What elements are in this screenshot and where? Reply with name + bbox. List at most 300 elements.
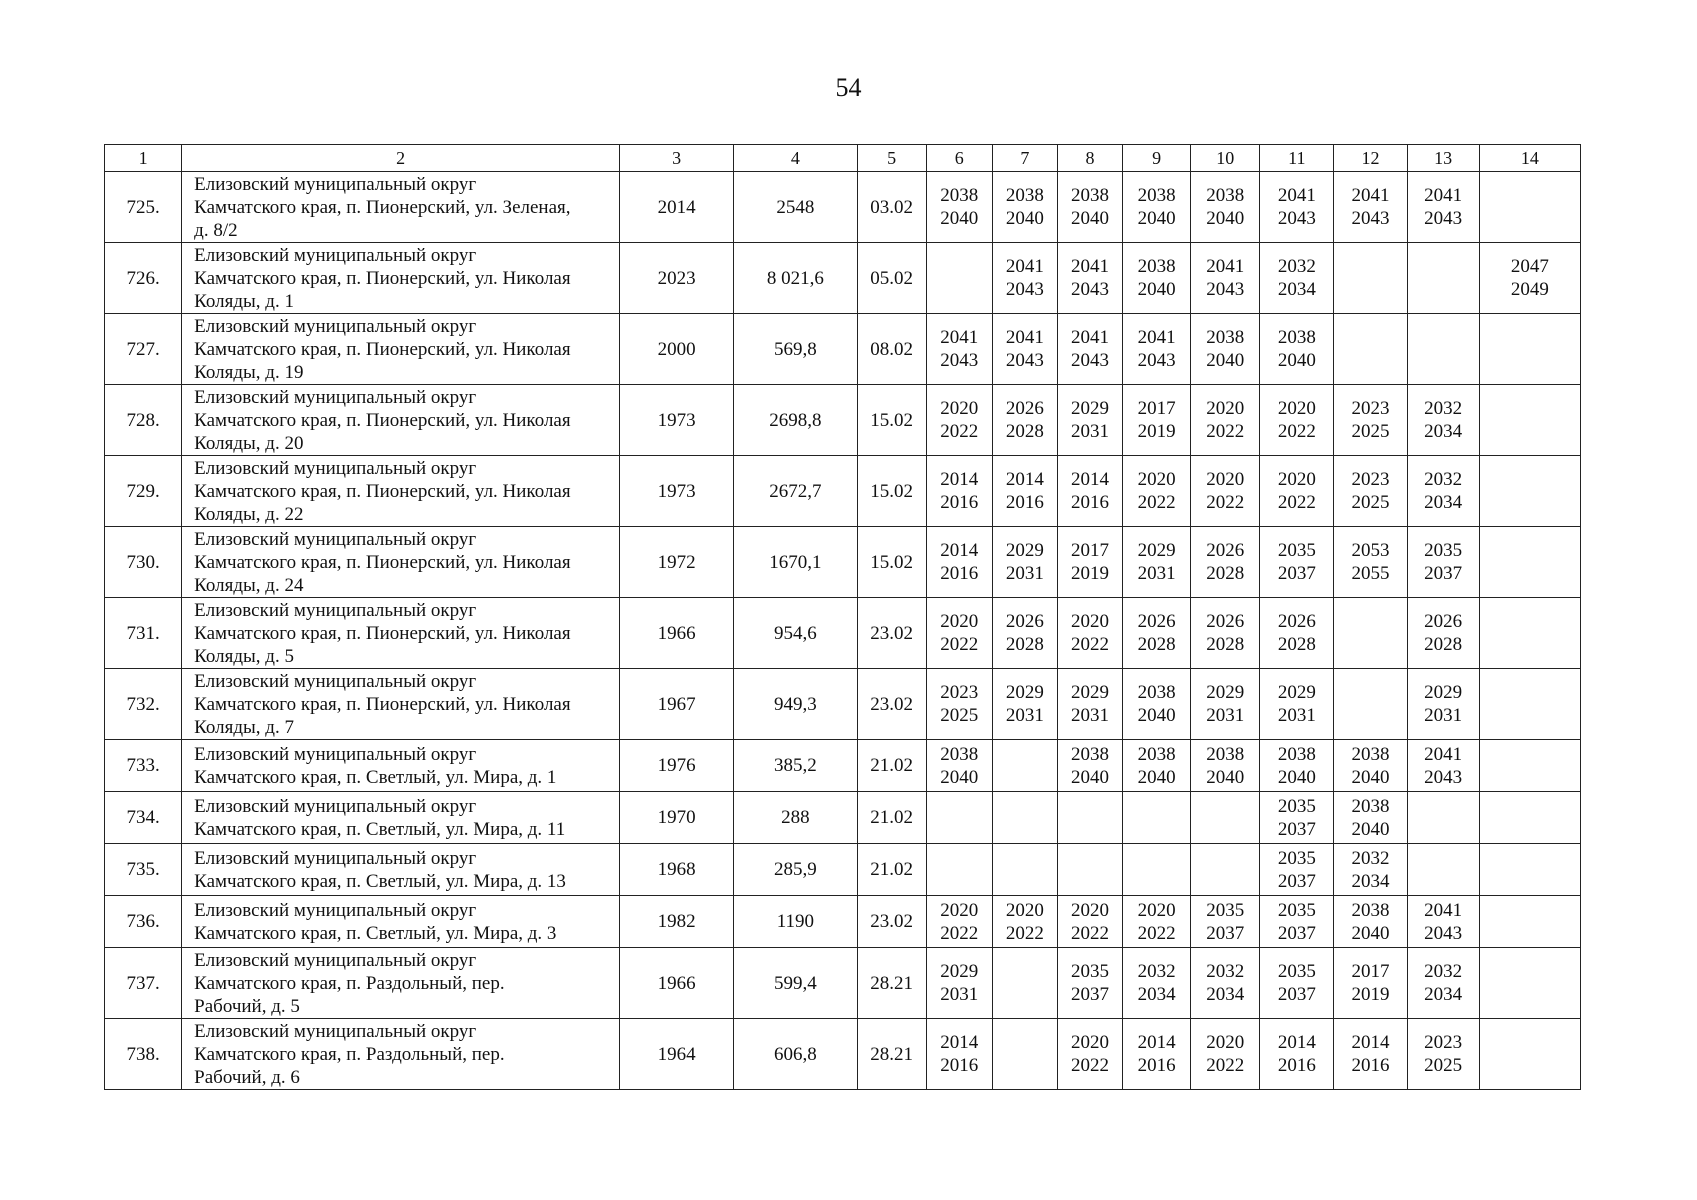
period-year: 2032 xyxy=(1351,847,1390,869)
column-header-5: 5 xyxy=(857,145,926,172)
period-cell-col-7 xyxy=(992,456,1057,527)
period-cell-col-10 xyxy=(1191,844,1260,896)
period-year: 2038 xyxy=(1277,743,1316,765)
address-line: Коляды, д. 19 xyxy=(194,361,304,383)
period-year: 2038 xyxy=(1277,327,1316,348)
period-year: 2041 xyxy=(940,327,979,348)
period-cell-col-9 xyxy=(1123,598,1191,669)
period-year: 2043 xyxy=(1137,350,1176,371)
period-year: 2016 xyxy=(940,563,979,584)
period-cell-col-11 xyxy=(1260,948,1334,1019)
address-line: Елизовский муниципальный округ xyxy=(194,457,477,479)
period-year: 2022 xyxy=(1070,634,1109,655)
period-cell-col-6 xyxy=(926,896,992,948)
address-cell xyxy=(182,844,620,896)
table-row xyxy=(105,669,1581,740)
data-table xyxy=(104,144,1581,1090)
period-cell-col-7 xyxy=(992,243,1057,314)
period-year: 2038 xyxy=(1351,899,1390,921)
address-line: Елизовский муниципальный округ xyxy=(194,847,477,869)
period-cell-col-6 xyxy=(926,844,992,896)
period-year: 2038 xyxy=(1206,327,1245,348)
period-year: 2053 xyxy=(1351,540,1390,561)
period-cell-col-12 xyxy=(1334,598,1407,669)
table-row xyxy=(105,527,1581,598)
table-row xyxy=(105,792,1581,844)
period-year: 2028 xyxy=(1005,634,1044,655)
address-line: Елизовский муниципальный округ xyxy=(194,743,477,765)
period-cell-col-11 xyxy=(1260,1019,1334,1090)
period-year: 2022 xyxy=(940,922,979,944)
period-year: 2028 xyxy=(1137,634,1176,655)
row-number-cell: 725. xyxy=(105,172,182,243)
period-year: 2043 xyxy=(1070,350,1109,371)
period-cell-col-12 xyxy=(1334,385,1407,456)
period-cell-col-6 xyxy=(926,669,992,740)
code-cell: 21.02 xyxy=(857,740,926,792)
period-year: 2020 xyxy=(1206,469,1245,490)
period-cell-col-14 xyxy=(1479,385,1580,456)
period-cell-col-14 xyxy=(1479,598,1580,669)
period-year: 2029 xyxy=(1424,682,1463,703)
year-cell: 1966 xyxy=(620,948,734,1019)
address-cell xyxy=(182,456,620,527)
period-year: 2035 xyxy=(1070,961,1109,982)
area-cell: 2698,8 xyxy=(734,385,857,456)
period-year: 2016 xyxy=(1070,492,1109,513)
period-year: 2037 xyxy=(1277,818,1316,840)
row-number-cell: 738. xyxy=(105,1019,182,1090)
period-cell-col-8 xyxy=(1057,669,1122,740)
address-cell xyxy=(182,598,620,669)
period-cell-col-13 xyxy=(1407,172,1479,243)
period-cell-col-11 xyxy=(1260,172,1334,243)
address-line: Елизовский муниципальный округ xyxy=(194,599,477,621)
period-year: 2040 xyxy=(1351,922,1390,944)
period-year: 2020 xyxy=(1070,611,1109,632)
period-year: 2035 xyxy=(1277,961,1316,982)
year-cell: 1968 xyxy=(620,844,734,896)
period-year: 2038 xyxy=(1351,743,1390,765)
year-cell: 1966 xyxy=(620,598,734,669)
period-cell-col-6 xyxy=(926,385,992,456)
period-cell-col-7 xyxy=(992,896,1057,948)
period-cell-col-7 xyxy=(992,172,1057,243)
period-year: 2034 xyxy=(1424,421,1463,442)
period-cell-col-9 xyxy=(1123,243,1191,314)
code-cell: 23.02 xyxy=(857,669,926,740)
period-cell-col-12 xyxy=(1334,456,1407,527)
period-cell-col-14 xyxy=(1479,669,1580,740)
period-year: 2026 xyxy=(1137,611,1176,632)
period-cell-col-10 xyxy=(1191,896,1260,948)
period-cell-col-14 xyxy=(1479,896,1580,948)
period-year: 2040 xyxy=(1277,350,1316,371)
period-year: 2022 xyxy=(1277,492,1316,513)
period-year: 2038 xyxy=(1351,795,1390,817)
year-cell: 1973 xyxy=(620,385,734,456)
address-line: Камчатского края, п. Пионерский, ул. Николая xyxy=(194,622,571,644)
period-cell-col-10 xyxy=(1191,456,1260,527)
address-line: Камчатского края, п. Пионерский, ул. Николая xyxy=(194,267,571,289)
period-year: 2031 xyxy=(1206,705,1245,726)
address-line: Коляды, д. 22 xyxy=(194,503,304,525)
row-number-cell: 729. xyxy=(105,456,182,527)
period-cell-col-9 xyxy=(1123,385,1191,456)
header-row xyxy=(105,145,1581,172)
period-year: 2022 xyxy=(1206,1055,1245,1076)
period-year: 2037 xyxy=(1206,922,1245,944)
period-year: 2014 xyxy=(1070,469,1109,490)
period-cell-col-11 xyxy=(1260,456,1334,527)
period-cell-col-7 xyxy=(992,385,1057,456)
period-year: 2040 xyxy=(1005,208,1044,229)
period-cell-col-10 xyxy=(1191,243,1260,314)
period-year: 2035 xyxy=(1277,795,1316,817)
period-year: 2043 xyxy=(1277,208,1316,229)
table-row xyxy=(105,896,1581,948)
address-line: Камчатского края, п. Пионерский, ул. Николая xyxy=(194,551,571,573)
area-cell: 606,8 xyxy=(734,1019,857,1090)
period-year: 2020 xyxy=(1206,398,1245,419)
period-year: 2037 xyxy=(1277,563,1316,584)
code-cell: 15.02 xyxy=(857,385,926,456)
year-cell: 2000 xyxy=(620,314,734,385)
period-year: 2031 xyxy=(940,984,979,1005)
address-line: Коляды, д. 7 xyxy=(194,716,294,738)
period-year: 2043 xyxy=(1005,350,1044,371)
period-cell-col-10 xyxy=(1191,385,1260,456)
period-year: 2022 xyxy=(940,634,979,655)
period-cell-col-12 xyxy=(1334,792,1407,844)
column-header-2: 2 xyxy=(182,145,620,172)
area-cell: 1190 xyxy=(734,896,857,948)
period-year: 2038 xyxy=(940,743,979,765)
period-cell-col-9 xyxy=(1123,792,1191,844)
period-cell-col-8 xyxy=(1057,598,1122,669)
period-year: 2020 xyxy=(1277,469,1316,490)
period-cell-col-14 xyxy=(1479,792,1580,844)
address-line: Рабочий, д. 6 xyxy=(194,1066,300,1088)
period-year: 2026 xyxy=(1206,540,1245,561)
period-year: 2038 xyxy=(1137,185,1176,206)
period-year: 2014 xyxy=(1277,1032,1316,1053)
period-cell-col-9 xyxy=(1123,314,1191,385)
period-cell-col-11 xyxy=(1260,314,1334,385)
period-cell-col-12 xyxy=(1334,243,1407,314)
period-cell-col-7 xyxy=(992,740,1057,792)
table-row xyxy=(105,243,1581,314)
period-year: 2043 xyxy=(1424,208,1463,229)
period-cell-col-12 xyxy=(1334,1019,1407,1090)
code-cell: 23.02 xyxy=(857,598,926,669)
period-year: 2014 xyxy=(940,540,979,561)
period-year: 2049 xyxy=(1510,279,1549,300)
area-cell: 954,6 xyxy=(734,598,857,669)
period-cell-col-11 xyxy=(1260,598,1334,669)
period-year: 2040 xyxy=(1070,208,1109,229)
period-cell-col-9 xyxy=(1123,1019,1191,1090)
period-year: 2016 xyxy=(1137,1055,1176,1076)
period-cell-col-10 xyxy=(1191,314,1260,385)
period-cell-col-11 xyxy=(1260,385,1334,456)
period-year: 2017 xyxy=(1137,398,1176,419)
period-cell-col-8 xyxy=(1057,456,1122,527)
period-cell-col-13 xyxy=(1407,598,1479,669)
row-number-cell: 731. xyxy=(105,598,182,669)
period-cell-col-8 xyxy=(1057,844,1122,896)
period-year: 2019 xyxy=(1351,984,1390,1005)
period-year: 2014 xyxy=(940,469,979,490)
period-year: 2032 xyxy=(1424,469,1463,490)
period-year: 2022 xyxy=(1005,922,1044,944)
period-year: 2023 xyxy=(940,682,979,703)
period-cell-col-14 xyxy=(1479,527,1580,598)
period-cell-col-13 xyxy=(1407,844,1479,896)
period-year: 2019 xyxy=(1070,563,1109,584)
period-year: 2047 xyxy=(1510,256,1549,277)
period-cell-col-13 xyxy=(1407,740,1479,792)
address-cell xyxy=(182,1019,620,1090)
row-number-cell: 732. xyxy=(105,669,182,740)
period-year: 2038 xyxy=(1206,743,1245,765)
row-number-cell: 736. xyxy=(105,896,182,948)
period-year: 2034 xyxy=(1206,984,1245,1005)
period-cell-col-13 xyxy=(1407,948,1479,1019)
period-year: 2041 xyxy=(1070,256,1109,277)
period-year: 2035 xyxy=(1277,899,1316,921)
period-year: 2029 xyxy=(1070,398,1109,419)
period-year: 2020 xyxy=(1137,899,1176,921)
period-cell-col-9 xyxy=(1123,669,1191,740)
period-year: 2014 xyxy=(1005,469,1044,490)
table-row xyxy=(105,740,1581,792)
period-year: 2020 xyxy=(940,611,979,632)
address-line: Елизовский муниципальный округ xyxy=(194,244,477,266)
year-cell: 2014 xyxy=(620,172,734,243)
address-line: Камчатского края, п. Пионерский, ул. Николая xyxy=(194,338,571,360)
period-year: 2043 xyxy=(940,350,979,371)
code-cell: 03.02 xyxy=(857,172,926,243)
address-line: Елизовский муниципальный округ xyxy=(194,949,477,971)
period-cell-col-6 xyxy=(926,172,992,243)
period-year: 2041 xyxy=(1424,743,1463,765)
period-year: 2043 xyxy=(1424,766,1463,788)
code-cell: 21.02 xyxy=(857,792,926,844)
period-year: 2034 xyxy=(1351,870,1390,892)
year-cell: 1972 xyxy=(620,527,734,598)
address-cell xyxy=(182,527,620,598)
period-year: 2040 xyxy=(1137,705,1176,726)
period-year: 2016 xyxy=(940,1055,979,1076)
period-cell-col-6 xyxy=(926,1019,992,1090)
period-cell-col-12 xyxy=(1334,669,1407,740)
period-year: 2022 xyxy=(1137,922,1176,944)
column-header-8: 8 xyxy=(1057,145,1122,172)
address-line: Елизовский муниципальный округ xyxy=(194,315,477,337)
period-cell-col-8 xyxy=(1057,243,1122,314)
period-cell-col-11 xyxy=(1260,527,1334,598)
period-cell-col-9 xyxy=(1123,740,1191,792)
period-year: 2019 xyxy=(1137,421,1176,442)
period-cell-col-6 xyxy=(926,792,992,844)
period-year: 2040 xyxy=(1206,766,1245,788)
address-line: Камчатского края, п. Светлый, ул. Мира, д. 13 xyxy=(194,870,566,892)
period-year: 2029 xyxy=(1005,682,1044,703)
period-year: 2041 xyxy=(1277,185,1316,206)
area-cell: 2672,7 xyxy=(734,456,857,527)
period-year: 2023 xyxy=(1351,469,1390,490)
period-year: 2034 xyxy=(1424,492,1463,513)
period-cell-col-13 xyxy=(1407,896,1479,948)
address-line: Камчатского края, п. Раздольный, пер. xyxy=(194,1043,505,1065)
period-cell-col-12 xyxy=(1334,314,1407,385)
period-year: 2032 xyxy=(1424,961,1463,982)
period-cell-col-11 xyxy=(1260,792,1334,844)
period-cell-col-14 xyxy=(1479,456,1580,527)
period-year: 2017 xyxy=(1351,961,1390,982)
period-year: 2031 xyxy=(1137,563,1176,584)
period-cell-col-13 xyxy=(1407,527,1479,598)
address-line: д. 8/2 xyxy=(194,219,238,241)
period-year: 2037 xyxy=(1277,984,1316,1005)
year-cell: 1970 xyxy=(620,792,734,844)
year-cell: 1964 xyxy=(620,1019,734,1090)
column-header-7: 7 xyxy=(992,145,1057,172)
period-year: 2031 xyxy=(1070,421,1109,442)
address-cell xyxy=(182,948,620,1019)
period-year: 2041 xyxy=(1137,327,1176,348)
period-year: 2035 xyxy=(1277,847,1316,869)
period-year: 2037 xyxy=(1277,870,1316,892)
period-year: 2014 xyxy=(1351,1032,1390,1053)
period-year: 2038 xyxy=(940,185,979,206)
address-line: Елизовский муниципальный округ xyxy=(194,670,477,692)
column-header-11: 11 xyxy=(1260,145,1334,172)
area-cell: 8 021,6 xyxy=(734,243,857,314)
period-cell-col-11 xyxy=(1260,844,1334,896)
column-header-1: 1 xyxy=(105,145,182,172)
period-cell-col-9 xyxy=(1123,456,1191,527)
address-line: Елизовский муниципальный округ xyxy=(194,1020,477,1042)
period-cell-col-14 xyxy=(1479,844,1580,896)
period-cell-col-13 xyxy=(1407,669,1479,740)
period-year: 2026 xyxy=(1277,611,1316,632)
row-number-cell: 730. xyxy=(105,527,182,598)
period-year: 2041 xyxy=(1070,327,1109,348)
period-year: 2022 xyxy=(1070,1055,1109,1076)
period-year: 2038 xyxy=(1137,682,1176,703)
period-year: 2038 xyxy=(1070,185,1109,206)
address-line: Елизовский муниципальный округ xyxy=(194,795,477,817)
address-line: Камчатского края, п. Пионерский, ул. Николая xyxy=(194,409,571,431)
address-line: Рабочий, д. 5 xyxy=(194,995,300,1017)
period-cell-col-8 xyxy=(1057,948,1122,1019)
period-year: 2031 xyxy=(1424,705,1463,726)
period-year: 2029 xyxy=(1137,540,1176,561)
address-cell xyxy=(182,896,620,948)
period-year: 2028 xyxy=(1005,421,1044,442)
period-year: 2040 xyxy=(1351,766,1390,788)
period-cell-col-7 xyxy=(992,598,1057,669)
address-cell xyxy=(182,792,620,844)
period-cell-col-14 xyxy=(1479,172,1580,243)
period-cell-col-11 xyxy=(1260,243,1334,314)
period-year: 2031 xyxy=(1277,705,1316,726)
period-cell-col-7 xyxy=(992,527,1057,598)
period-year: 2040 xyxy=(1137,766,1176,788)
table-row xyxy=(105,385,1581,456)
period-year: 2041 xyxy=(1351,185,1390,206)
period-year: 2041 xyxy=(1424,899,1463,921)
period-cell-col-9 xyxy=(1123,844,1191,896)
period-cell-col-12 xyxy=(1334,844,1407,896)
area-cell: 1670,1 xyxy=(734,527,857,598)
period-year: 2022 xyxy=(1206,492,1245,513)
period-year: 2040 xyxy=(940,208,979,229)
period-cell-col-7 xyxy=(992,792,1057,844)
period-year: 2029 xyxy=(940,961,979,982)
table-row xyxy=(105,172,1581,243)
code-cell: 28.21 xyxy=(857,1019,926,1090)
column-header-14: 14 xyxy=(1479,145,1580,172)
address-cell xyxy=(182,669,620,740)
table-row xyxy=(105,314,1581,385)
period-year: 2016 xyxy=(1351,1055,1390,1076)
period-year: 2028 xyxy=(1206,634,1245,655)
period-cell-col-8 xyxy=(1057,314,1122,385)
period-cell-col-7 xyxy=(992,669,1057,740)
period-cell-col-13 xyxy=(1407,792,1479,844)
column-header-12: 12 xyxy=(1334,145,1407,172)
table-row xyxy=(105,948,1581,1019)
period-year: 2040 xyxy=(1137,279,1176,300)
address-line: Коляды, д. 1 xyxy=(194,290,294,312)
period-year: 2038 xyxy=(1206,185,1245,206)
address-line: Коляды, д. 24 xyxy=(194,574,304,596)
area-cell: 385,2 xyxy=(734,740,857,792)
column-header-13: 13 xyxy=(1407,145,1479,172)
period-cell-col-9 xyxy=(1123,896,1191,948)
row-number-cell: 728. xyxy=(105,385,182,456)
period-cell-col-10 xyxy=(1191,598,1260,669)
page-number: 54 xyxy=(835,73,862,102)
period-year: 2037 xyxy=(1424,563,1463,584)
row-number-cell: 737. xyxy=(105,948,182,1019)
address-line: Елизовский муниципальный округ xyxy=(194,173,477,195)
period-year: 2020 xyxy=(1277,398,1316,419)
period-year: 2031 xyxy=(1005,563,1044,584)
period-year: 2025 xyxy=(1351,492,1390,513)
address-line: Елизовский муниципальный округ xyxy=(194,386,477,408)
column-header-10: 10 xyxy=(1191,145,1260,172)
period-year: 2041 xyxy=(1005,256,1044,277)
column-header-3: 3 xyxy=(620,145,734,172)
period-year: 2037 xyxy=(1277,922,1316,944)
period-cell-col-7 xyxy=(992,844,1057,896)
period-year: 2040 xyxy=(1277,766,1316,788)
period-year: 2031 xyxy=(1070,705,1109,726)
period-cell-col-12 xyxy=(1334,948,1407,1019)
address-cell xyxy=(182,385,620,456)
period-year: 2026 xyxy=(1005,398,1044,419)
table-row xyxy=(105,844,1581,896)
period-cell-col-14 xyxy=(1479,314,1580,385)
address-cell xyxy=(182,314,620,385)
period-year: 2020 xyxy=(940,899,979,921)
period-year: 2022 xyxy=(1206,421,1245,442)
period-cell-col-8 xyxy=(1057,527,1122,598)
